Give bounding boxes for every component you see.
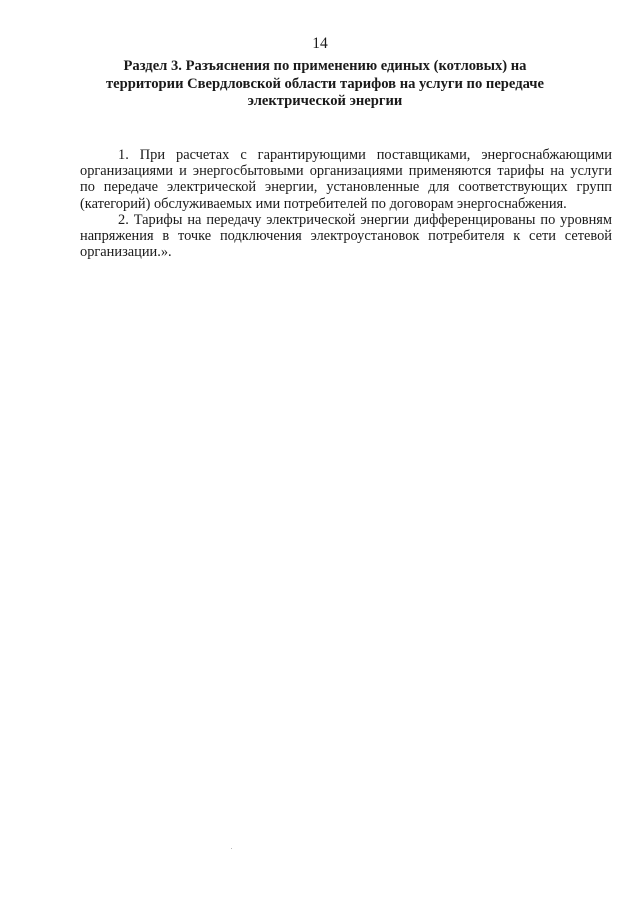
document-body bbox=[80, 147, 612, 260]
paragraph-1: 1. При расчетах с гарантирующими поставщиками, энергоснабжающими организациями и энергосбытовыми организациями применяются тарифы на услуги по передаче электрической энергии, установленные для соответствующих групп (категорий) обслуживаемых ими потребителей по договорам энергоснабжения. bbox=[80, 147, 612, 212]
section-title: Раздел 3. Разъяснения по применению единых (котловых) на территории Свердловской области тарифов на услуги по передаче электрической энергии bbox=[105, 58, 544, 109]
scan-artifact-dot bbox=[231, 848, 232, 849]
paragraph-2: 2. Тарифы на передачу электрической энергии дифференцированы по уровням напряжения в точке подключения электроустановок потребителя к сети сетевой организации.». bbox=[80, 211, 612, 261]
page-number: 14 bbox=[312, 35, 328, 52]
